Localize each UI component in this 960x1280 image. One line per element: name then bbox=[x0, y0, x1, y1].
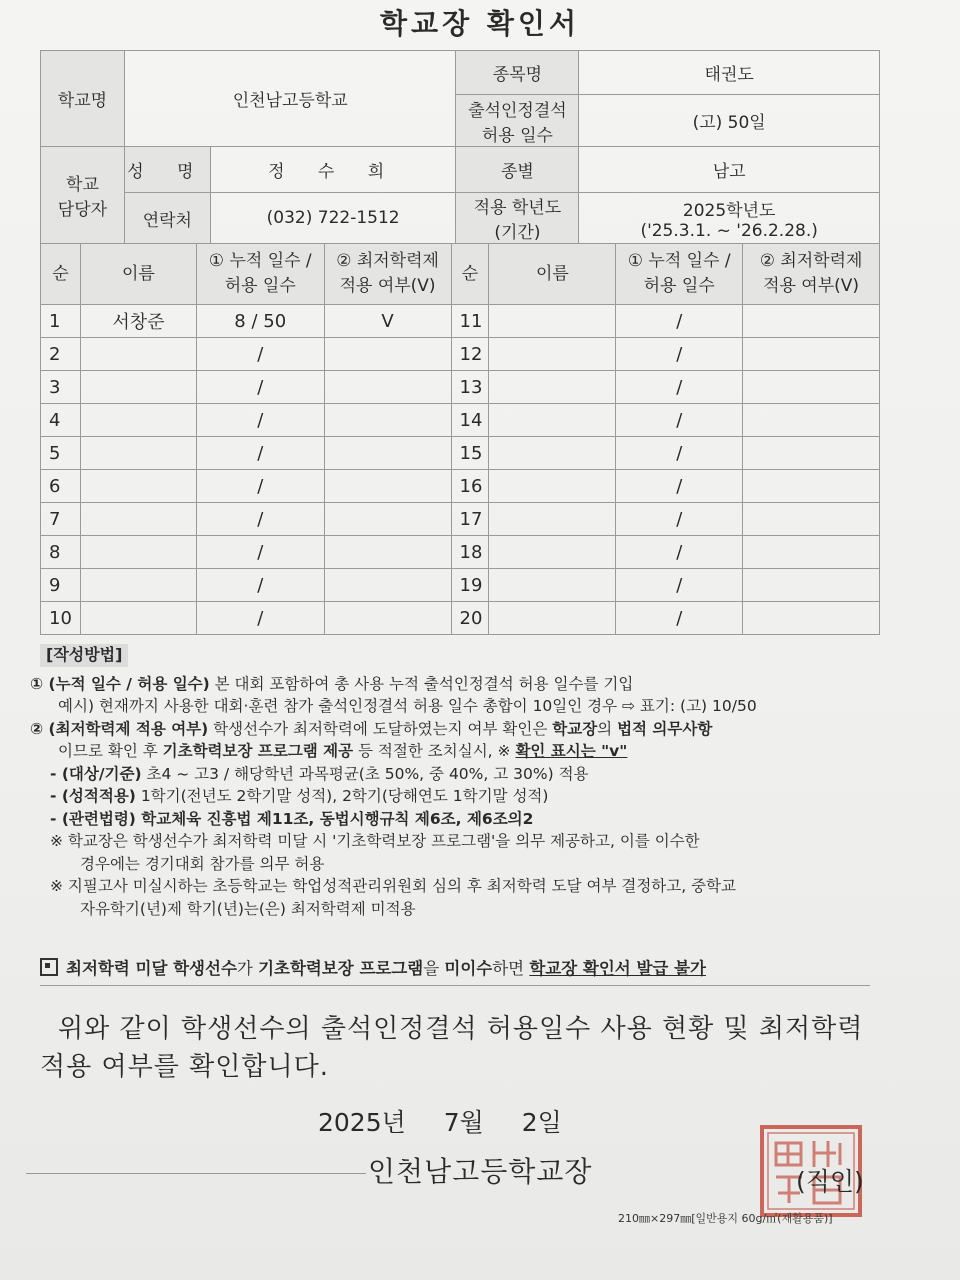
row-name bbox=[489, 503, 616, 536]
school-head: 인천남고등학교장 bbox=[368, 1155, 593, 1188]
contact-label: 연락처 bbox=[124, 193, 210, 244]
row-days: / bbox=[196, 404, 324, 437]
contact-value: (032) 722-1512 bbox=[210, 193, 456, 244]
row-number: 6 bbox=[41, 470, 81, 503]
row-number: 11 bbox=[451, 305, 489, 338]
issue-date: 2025년 7월 2일 bbox=[318, 1108, 562, 1137]
manager-label: 학교 담당자 bbox=[41, 147, 125, 244]
row-name bbox=[80, 371, 196, 404]
row-number: 20 bbox=[451, 602, 489, 635]
row-name bbox=[489, 536, 616, 569]
row-name bbox=[489, 338, 616, 371]
row-check bbox=[324, 503, 451, 536]
row-name bbox=[489, 569, 616, 602]
col-no: 순 bbox=[451, 244, 489, 305]
instruction-line: 예시) 현재까지 사용한 대회·훈련 참가 출석인정결석 허용 일수 총합이 10일인 경우 ⇨ 표기: (고) 10/50 bbox=[58, 697, 757, 715]
instruction-line: - (대상/기준) 초4 ~ 고3 / 해당학년 과목평균(초 50%, 중 40%, 고 30%) 적용 bbox=[50, 764, 589, 783]
row-check bbox=[743, 470, 880, 503]
square-bullet-icon bbox=[40, 958, 58, 976]
table-row bbox=[41, 338, 880, 371]
instruction-line: 경우에는 경기대회 참가를 의무 허용 bbox=[80, 854, 325, 873]
row-check bbox=[324, 371, 451, 404]
row-name: 서창준 bbox=[80, 305, 196, 338]
row-number: 9 bbox=[41, 569, 81, 602]
year-value: 2025학년도 ('25.3.1. ~ '26.2.28.) bbox=[579, 193, 880, 244]
row-days: / bbox=[616, 338, 743, 371]
row-check bbox=[324, 338, 451, 371]
row-check bbox=[743, 404, 880, 437]
col-min: ② 최저학력제 적용 여부(V) bbox=[324, 244, 451, 305]
row-number: 12 bbox=[451, 338, 489, 371]
table-row bbox=[41, 503, 880, 536]
col-days: ① 누적 일수 / 허용 일수 bbox=[616, 244, 743, 305]
row-check bbox=[743, 305, 880, 338]
row-name bbox=[489, 437, 616, 470]
row-name bbox=[80, 404, 196, 437]
row-number: 8 bbox=[41, 536, 81, 569]
instruction-line: - (관련법령) 학교체육 진흥법 제11조, 동법시행규칙 제6조, 제6조의2 bbox=[50, 809, 534, 828]
instruction-line: ※ 지필고사 미실시하는 초등학교는 학업성적관리위원회 심의 후 최저학력 도달 여부 결정하고, 중학교 bbox=[50, 877, 737, 895]
row-number: 2 bbox=[41, 338, 81, 371]
row-days: 8 / 50 bbox=[196, 305, 324, 338]
row-number: 7 bbox=[41, 503, 81, 536]
row-days: / bbox=[616, 305, 743, 338]
row-check bbox=[324, 437, 451, 470]
instruction-line: 자유학기(년)제 학기(년)는(은) 최저학력제 미적용 bbox=[80, 899, 416, 918]
table-row bbox=[41, 470, 880, 503]
row-name bbox=[489, 470, 616, 503]
row-check bbox=[324, 602, 451, 635]
info-table bbox=[40, 50, 880, 244]
col-min: ② 최저학력제 적용 여부(V) bbox=[743, 244, 880, 305]
row-days: / bbox=[616, 470, 743, 503]
instructions-heading: [작성방법] bbox=[40, 644, 128, 667]
table-row bbox=[41, 437, 880, 470]
instructions bbox=[30, 642, 890, 920]
absence-days-label: 출석인정결석 허용 일수 bbox=[456, 95, 579, 147]
table-row bbox=[41, 602, 880, 635]
row-check bbox=[743, 536, 880, 569]
absence-days-value: (고) 50일 bbox=[579, 95, 880, 147]
table-row bbox=[41, 404, 880, 437]
sport-label: 종목명 bbox=[456, 51, 579, 95]
row-name bbox=[489, 404, 616, 437]
row-number: 19 bbox=[451, 569, 489, 602]
year-label: 적용 학년도 (기간) bbox=[456, 193, 579, 244]
instruction-line: - (성적적용) 1학기(전년도 2학기말 성적), 2학기(당해연도 1학기말 성적) bbox=[50, 787, 549, 805]
row-number: 5 bbox=[41, 437, 81, 470]
row-number: 13 bbox=[451, 371, 489, 404]
row-name bbox=[80, 503, 196, 536]
row-name bbox=[489, 602, 616, 635]
row-days: / bbox=[196, 437, 324, 470]
row-days: / bbox=[196, 371, 324, 404]
document-title: 학교장 확인서 bbox=[379, 7, 581, 40]
category-label: 종별 bbox=[456, 147, 579, 193]
col-name: 이름 bbox=[80, 244, 196, 305]
row-check bbox=[324, 536, 451, 569]
row-number: 18 bbox=[451, 536, 489, 569]
row-days: / bbox=[616, 404, 743, 437]
row-check bbox=[743, 437, 880, 470]
name-label: 성 명 bbox=[124, 147, 210, 193]
row-days: / bbox=[616, 602, 743, 635]
row-number: 15 bbox=[451, 437, 489, 470]
row-name bbox=[80, 338, 196, 371]
row-name bbox=[489, 371, 616, 404]
col-days: ① 누적 일수 / 허용 일수 bbox=[196, 244, 324, 305]
instruction-line: ① (누적 일수 / 허용 일수) 본 대회 포함하여 총 사용 누적 출석인정결석 허용 일수를 기입 bbox=[30, 674, 634, 693]
row-number: 4 bbox=[41, 404, 81, 437]
instruction-line: ※ 학교장은 학생선수가 최저학력 미달 시 '기초학력보장 프로그램'을 의무 제공하고, 이를 이수한 bbox=[50, 832, 700, 850]
row-number: 16 bbox=[451, 470, 489, 503]
row-days: / bbox=[196, 569, 324, 602]
row-check bbox=[743, 371, 880, 404]
row-name bbox=[80, 569, 196, 602]
row-number: 3 bbox=[41, 371, 81, 404]
row-check bbox=[743, 602, 880, 635]
row-days: / bbox=[196, 536, 324, 569]
col-name: 이름 bbox=[489, 244, 616, 305]
notice-line: 최저학력 미달 학생선수가 기초학력보장 프로그램을 미이수하면 학교장 확인서 발급 불가 bbox=[40, 955, 870, 986]
row-name bbox=[80, 536, 196, 569]
row-days: / bbox=[616, 503, 743, 536]
row-days: / bbox=[196, 503, 324, 536]
row-check bbox=[743, 338, 880, 371]
row-number: 17 bbox=[451, 503, 489, 536]
row-number: 14 bbox=[451, 404, 489, 437]
row-name bbox=[80, 470, 196, 503]
sport-value: 태권도 bbox=[579, 51, 880, 95]
row-number: 10 bbox=[41, 602, 81, 635]
paper-spec: 210㎜×297㎜[일반용지 60g/㎡(재활용품)] bbox=[618, 1212, 833, 1225]
row-days: / bbox=[196, 338, 324, 371]
table-row bbox=[41, 569, 880, 602]
row-check bbox=[324, 470, 451, 503]
confirmation-text: 위와 같이 학생선수의 출석인정결석 허용일수 사용 현황 및 최저학력 적용 여부를 확인합니다. bbox=[40, 1014, 864, 1082]
table-row bbox=[41, 536, 880, 569]
row-days: / bbox=[616, 536, 743, 569]
row-name bbox=[489, 305, 616, 338]
manager-name: 정 수 희 bbox=[210, 147, 456, 193]
row-name bbox=[80, 602, 196, 635]
instruction-line: 이므로 확인 후 기초학력보장 프로그램 제공 등 적절한 조치실시, ※ 확인 표시는 "v" bbox=[58, 742, 628, 760]
row-check bbox=[743, 569, 880, 602]
row-check bbox=[324, 569, 451, 602]
row-days: / bbox=[196, 602, 324, 635]
school-label: 학교명 bbox=[41, 51, 125, 147]
instruction-line: ② (최저학력제 적용 여부) 학생선수가 최저학력에 도달하였는지 여부 확인은 학교장의 법적 의무사항 bbox=[30, 719, 713, 738]
athlete-table bbox=[40, 243, 880, 635]
row-check bbox=[324, 404, 451, 437]
row-check bbox=[743, 503, 880, 536]
row-days: / bbox=[616, 569, 743, 602]
seal-label: (직인) bbox=[796, 1167, 864, 1196]
category-value: 남고 bbox=[579, 147, 880, 193]
school-name: 인천남고등학교 bbox=[124, 51, 456, 147]
row-name bbox=[80, 437, 196, 470]
table-row bbox=[41, 305, 880, 338]
row-days: / bbox=[616, 437, 743, 470]
row-days: / bbox=[616, 371, 743, 404]
col-no: 순 bbox=[41, 244, 81, 305]
row-number: 1 bbox=[41, 305, 81, 338]
row-check: V bbox=[324, 305, 451, 338]
row-days: / bbox=[196, 470, 324, 503]
table-row bbox=[41, 371, 880, 404]
